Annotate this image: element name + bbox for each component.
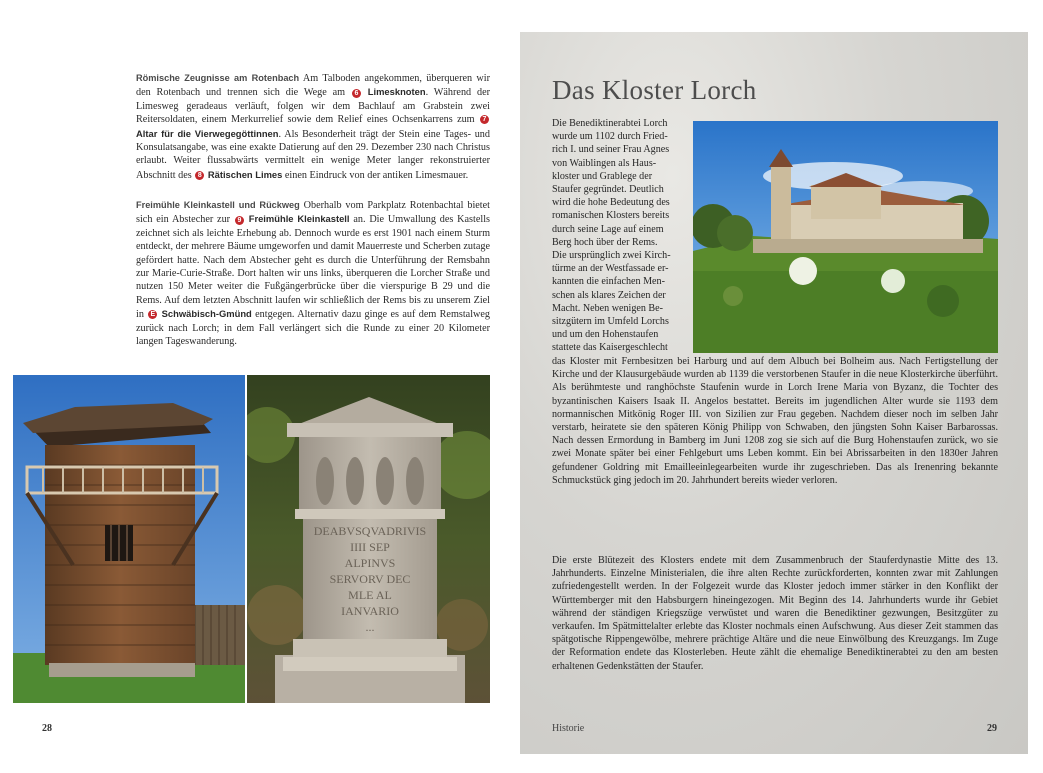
section-lead: Römische Zeugnisse am Rotenbach bbox=[136, 73, 300, 83]
body-paragraph-1: das Kloster mit Fernbesitzen bei Harburg und auf dem Albuch bei Bolheim aus. Nach Fertigstellung der Kirche und der Klausurgebäude wurden ab 1139 die verstorbenen Staufer in die neue Klosterkirche überführt. Als berühmteste und ranghöchste Staufenin wurde in Lorch Irene Maria von Byzanz, die Tochter des byzantinischen Kaisers Isaak II. Angelos bestattet. Bereits im jugendlichen Alter wurde sie 1193 dem normannischen Mitkönig Roger III. von Sizilien zur Frau gegeben. Nachdem dieser noch im selben Jahr verstarb, heiratete sie den späteren König Philipp von Schwaben, den jüngsten Sohn Kaiser Barbarossas. Nach dessen Ermordung in Bamberg im Juni 1208 zog sie sich auf die Burg Hohenstaufen zurück, wo sie zwei Monate später bei einer Fehlgeburt ums Leben kommt. Ein bei Abrissarbeiten in den 1830er Jahren gefundener Goldring mit Emailleeinlegearbeiten wurde ihr zugeschrieben. Das als Irenenring bekannte Schmuckstück ging jedoch im 20. Jahrhundert bereits wieder verloren. bbox=[552, 356, 998, 486]
abbey-image bbox=[693, 121, 998, 353]
body-paragraph-2: Die erste Blütezeit des Klosters endete mit dem Zusammenbruch der Stauferdynastie Mitte des 13. Jahrhunderts. Einzelne Ministerialen, die ihre alten Rechte zurückforderten, konnten zwar mit Zahlungen zufriedengestellt werden. In der Folgezeit wurde das Kloster jedoch immer stärker in den Konflikt der Württemberger mit den Habsburgern hineingezogen. Mit Beginn des 14. Jahrhunderts wurde ihr Gebiet während der ständigen Kriegszüge verwüstet und waren die Benediktiner gezwungen, Besitzgüter zu verkaufen. Im Spätmittelalter erlebte das Kloster nochmals einen Aufschwung. Aus dieser Zeit stammen das spätgotische Rippengewölbe, mehrere prächtige Altäre und die neue Einwölbung des Kreuzgangs. Im Zuge der Reformation endete das Klosterleben. Heute zählt die ehemalige Benediktinerabtei zu den am besten erhaltenen Gedenkstätten der Staufer. bbox=[552, 555, 998, 672]
paragraph-freimuehle: Freimühle Kleinkastell und Rückweg Oberhalb vom Parkplatz Rotenbachtal bietet sich ein Abstecher zur 9 Freimühle Kleinkastell an. Die Umwallung des Kastells zeichnet sich als leichte Erhebung ab. Dennoch wurde es erst 1901 nach einem Sturm entdeckt, der mehrere Bäume umgeworfen und damit Mauerreste und Scherben zutage gefördert hatte. Nach dem Abstecher geht es durch die Unterführung der Remsbahn zur Marie-Curie-Straße. Dort halten wir uns links, überqueren die Lorcher Straße und nutzen 150 Meter weiter die Fußgängerbrücke über die vierspurige B 29 und die Rems. Auf dem letzten Abschnitt laufen wir schließlich der Rems bis zu unserem Ziel in E Schwäbisch-Gmünd entgegen. Alternativ dazu ginge es auf dem Remstalweg zurück nach Lorch; in dem Fall verlängert sich die Runde zu einer 20 Kilometer langen Tageswanderung. bbox=[136, 200, 491, 348]
altar-photo bbox=[247, 375, 490, 703]
chapter-title: Das Kloster Lorch bbox=[552, 75, 757, 105]
running-footer: Historie bbox=[552, 723, 585, 734]
wrapped-text-block: Die Benediktinerabtei Lorch wurde um 1102 durch Fried- rich I. und seiner Frau Agnes von Waiblingen als Haus- kloster und Grablege der Staufer gegründet. Deutlich wird die hohe Bedeutung des romanischen Klosters bereits durch seine Lage auf einem Berg hoch über der Rems. Die ursprünglich zwei Kirch- türme an der Westfassade er- kannten die einfachen Men- schen als klares Zeichen der Macht. Neben wenigen Be- sitzgütern im Umfeld Lorchs und um den Hohenstaufen stattete das Kaisergeschlecht bbox=[552, 118, 671, 354]
section-lead: Freimühle Kleinkastell und Rückweg bbox=[136, 200, 300, 210]
inscription-line: DEABVSQVADRIVIS bbox=[313, 524, 427, 538]
page-number-right: 29 bbox=[987, 723, 997, 734]
waypoint-marker: 7 bbox=[480, 115, 489, 124]
inscription-line: MLE AL bbox=[348, 588, 392, 602]
paragraph-roman-evidence: Römische Zeugnisse am Rotenbach Am Talboden angekommen, überqueren wir den Rotenbach und trennen sich die Wege am 6 Limesknoten. Während der Limesweg geradeaus verläuft, folgen wir dem Bachlauf am Grabstein zwei Reitersoldaten, einem Merkurrelief sowie dem Relief eines Ochsenkarrens zum 7 Altar für die Vierwegegöttinnen. Als Besonderheit trägt der Stein eine Tages- und Konsulatsangabe, was eine exakte Datierung auf den 29. Dezember 230 nach Christus erlaubt. Weiter flussabwärts vermittelt ein wenige Meter langer rekonstruierter Abschnitt des 8 Rätischen Limes einen Eindruck von der antiken Limesmauer. bbox=[136, 73, 490, 181]
waypoint-marker: 6 bbox=[352, 89, 361, 98]
waypoint-marker: 8 bbox=[195, 171, 204, 180]
inscription-line: ... bbox=[365, 620, 375, 634]
watchtower-image bbox=[13, 375, 245, 703]
inscription-line: ALPINVS bbox=[344, 556, 396, 570]
inscription-line: IANVARIO bbox=[341, 604, 399, 618]
page-number-left: 28 bbox=[42, 723, 52, 734]
altar-image bbox=[247, 375, 490, 703]
left-page bbox=[0, 0, 520, 773]
watchtower-photo bbox=[13, 375, 245, 703]
inscription-line: SERVORV DEC bbox=[329, 572, 411, 586]
waypoint-marker: 9 bbox=[235, 216, 244, 225]
abbey-photo bbox=[693, 121, 998, 353]
waypoint-marker: E bbox=[148, 310, 157, 319]
inscription-line: IIII SEP bbox=[350, 540, 390, 554]
